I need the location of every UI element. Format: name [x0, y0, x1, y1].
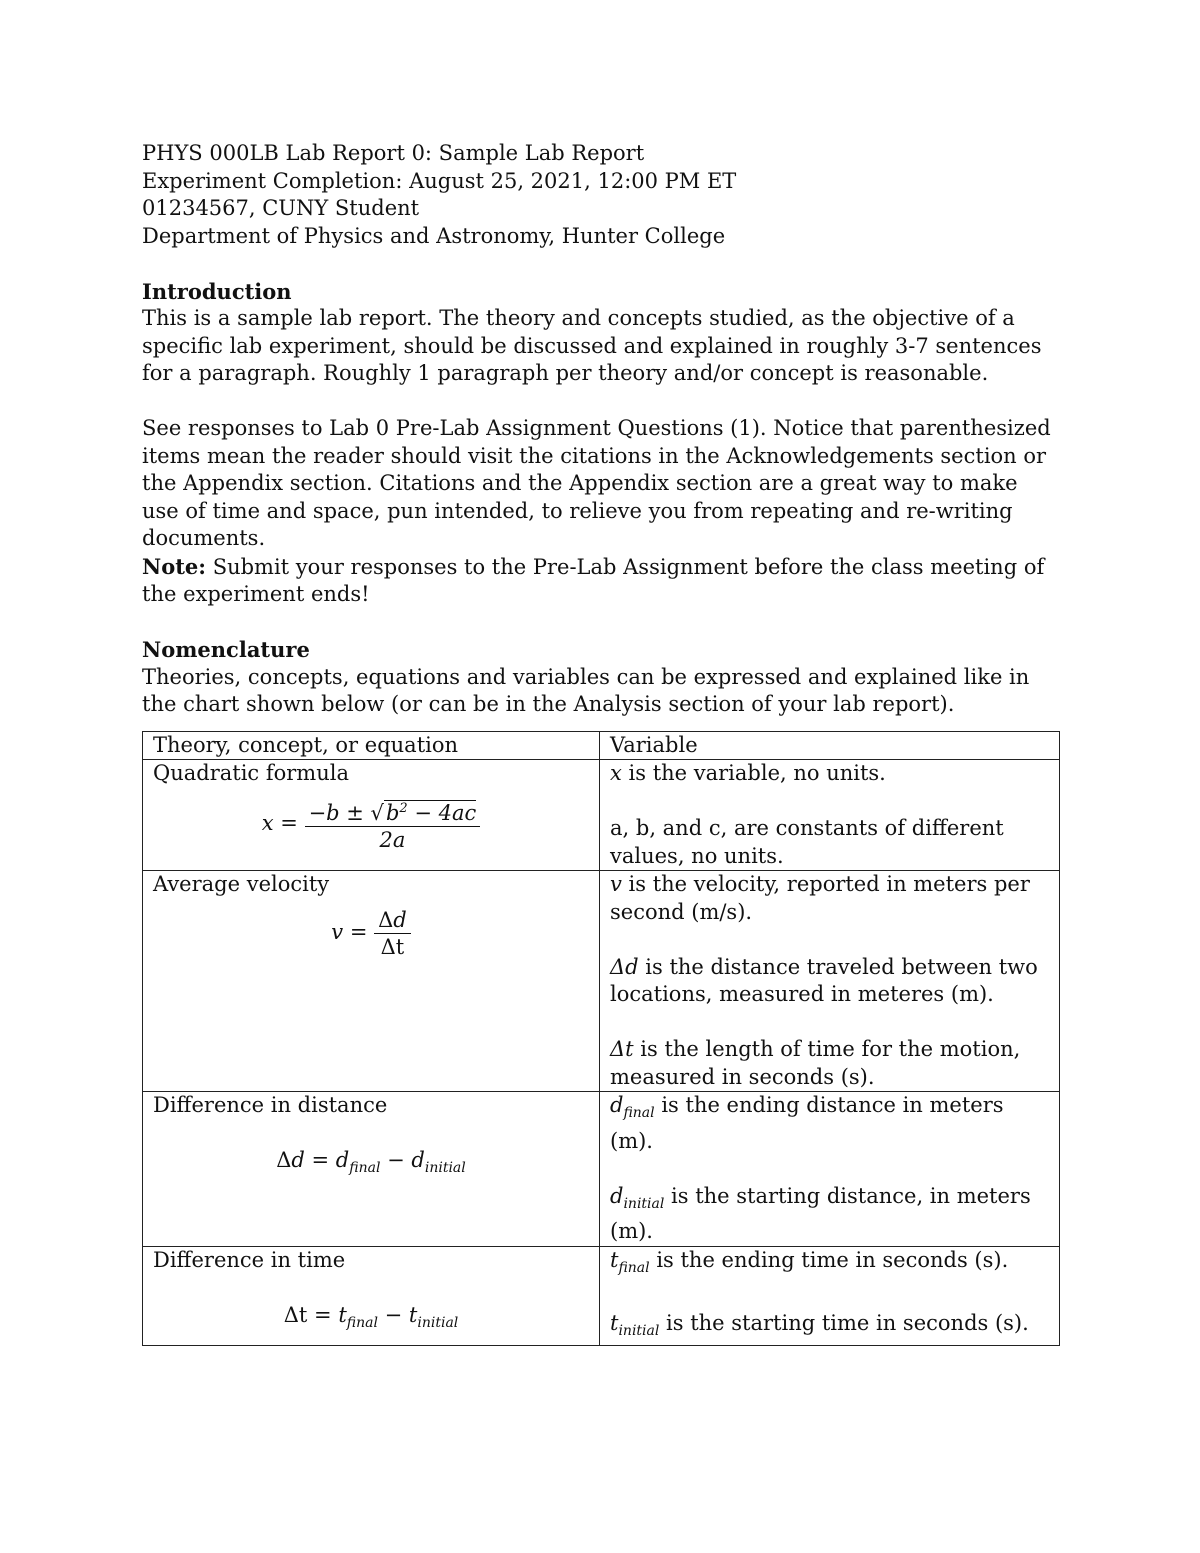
- variable-description: Δd is the distance traveled between two locations, measured in meteres (m).: [610, 954, 1038, 1006]
- variable-description: Δt is the length of time for the motion, measured in seconds (s).: [610, 1037, 1021, 1089]
- variable-description: x is the variable, no units.: [610, 761, 886, 785]
- introduction-note: [142, 553, 1058, 609]
- nomenclature-heading: Nomenclature: [142, 637, 310, 662]
- difference-in-distance-equation: $\Delta d = d_{final} - d_{initial}$: [276, 1148, 466, 1176]
- variable-description: $d_{initial}$ is the starting distance, in meters (m).: [610, 1183, 1031, 1243]
- table-row: [143, 1246, 1060, 1346]
- variable-cell: [600, 1092, 1060, 1247]
- concept-label: Difference in time: [153, 1247, 346, 1272]
- quadratic-formula-equation: x = $\frac{-b \pm √b^2 - 4ac}{2a}$: [153, 796, 589, 853]
- table-header-concept: Theory, concept, or equation: [143, 731, 600, 760]
- table-row: [143, 1092, 1060, 1247]
- concept-cell: [143, 871, 600, 1092]
- variable-cell: [600, 871, 1060, 1092]
- introduction-heading: Introduction: [142, 278, 292, 304]
- header-department: Department of Physics and Astronomy, Hunter College: [142, 223, 726, 248]
- nomenclature-table: [142, 731, 1060, 1347]
- variable-description: $t_{final}$ is the ending time in seconds (s).: [610, 1247, 1009, 1276]
- header-student-id: 01234567, CUNY Student: [142, 196, 420, 220]
- concept-label: Average velocity: [153, 872, 330, 896]
- table-row: [143, 871, 1060, 1092]
- average-velocity-equation: v = $\frac{\Delta d}{\Delta t}$: [153, 907, 589, 960]
- table-header-variable: Variable: [600, 731, 1060, 760]
- variable-description: $d_{final}$ is the ending distance in meters (m).: [610, 1093, 1004, 1153]
- variable-description: $t_{initial}$ is the starting time in seconds (s).: [610, 1310, 1029, 1339]
- concept-label: Quadratic formula: [153, 761, 349, 785]
- concept-label: Difference in distance: [153, 1093, 388, 1117]
- variable-cell: [600, 760, 1060, 871]
- concept-cell: [143, 1092, 600, 1247]
- difference-in-time-equation: $\Delta t = t_{final} - t_{initial}$: [283, 1302, 459, 1331]
- introduction-paragraph-2: See responses to Lab 0 Pre-Lab Assignment Questions (1). Notice that parenthesized items mean the reader should visit the citations in the Acknowledgements section or the Appendix section. Citations and the Appendix section are a great way to make use of time and space, pun intended, to relieve you from repeating and re-writing documents.: [142, 416, 1051, 550]
- document-page: [142, 140, 1058, 1346]
- table-row: [143, 760, 1060, 871]
- table-header-row: [143, 731, 1060, 760]
- header-course-title: PHYS 000LB Lab Report 0: Sample Lab Report: [142, 141, 645, 165]
- nomenclature-paragraph: Theories, concepts, equations and variables can be expressed and explained like in the chart shown below (or can be in the Analysis section of your lab report).: [142, 664, 1030, 716]
- header-completion-date: Experiment Completion: August 25, 2021, 12:00 PM ET: [142, 168, 737, 193]
- concept-cell: [143, 760, 600, 871]
- quadratic-fraction: $\frac{-b \pm √b^2 - 4ac}{2a}$: [305, 796, 481, 853]
- concept-cell: [143, 1246, 600, 1346]
- variable-description: v is the velocity, reported in meters per second (m/s).: [610, 872, 1030, 924]
- variable-cell: [600, 1246, 1060, 1346]
- velocity-fraction: $\frac{\Delta d}{\Delta t}$: [374, 907, 411, 960]
- note-text: Submit your responses to the Pre-Lab Assignment before the class meeting of the experiment ends!: [142, 554, 1045, 606]
- note-label: Note:: [142, 553, 207, 579]
- introduction-paragraph-1: This is a sample lab report. The theory and concepts studied, as the objective of a specific lab experiment, should be discussed and explained in roughly 3-7 sentences for a paragraph. Roughly 1 paragraph per theory and/or concept is reasonable.: [142, 306, 1042, 385]
- variable-description: a, b, and c, are constants of different values, no units.: [610, 816, 1004, 868]
